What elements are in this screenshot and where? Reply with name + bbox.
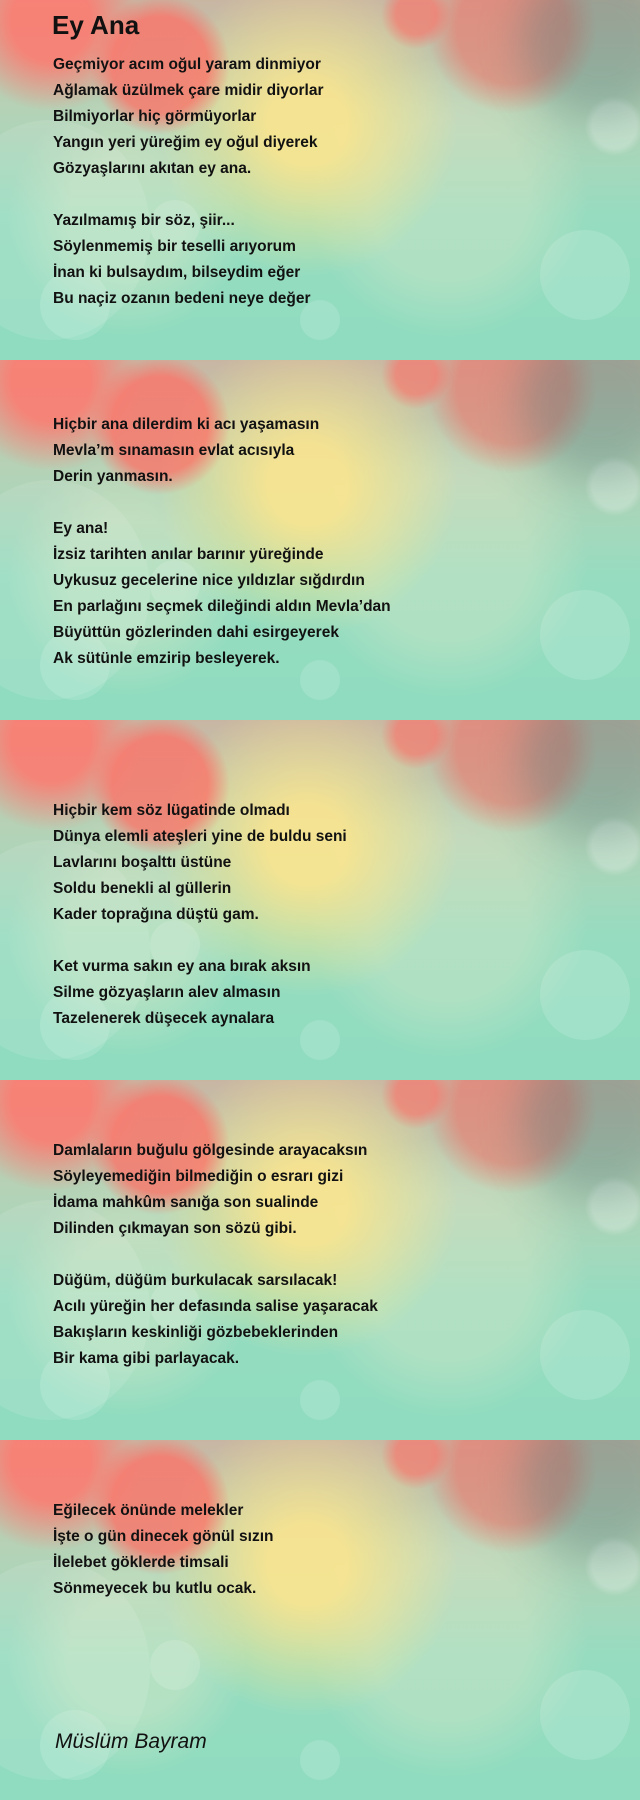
poem-text-block [53,412,391,698]
poem-line: Ket vurma sakın ey ana bırak aksın [53,958,311,975]
poem-line: Büyüttün gözlerinden dahi esirgeyerek [53,624,339,641]
poem-panel [0,360,640,720]
poem-line: Sönmeyecek bu kutlu ocak. [53,1580,257,1597]
poem-line: İdama mahkûm sanığa son sualinde [53,1194,319,1211]
poem-line: Damlaların buğulu gölgesinde arayacaksın [53,1142,368,1159]
poem-line: İşte o gün dinecek gönül sızın [53,1528,274,1545]
poem-line: Dünya elemli ateşleri yine de buldu seni [53,828,347,845]
poem-line: Düğüm, düğüm burkulacak sarsılacak! [53,1272,338,1289]
bokeh-light [540,1670,630,1760]
bokeh-light [300,1740,340,1780]
poem-line: Bu naçiz ozanın bedeni neye değer [53,290,311,307]
poem-stanza [53,954,347,1032]
poem-line: Soldu benekli al güllerin [53,880,232,897]
poem-panel [0,1080,640,1440]
poem-line: Kader toprağına düştü gam. [53,906,259,923]
poem-stanza [53,1138,378,1242]
poem-line: Hiçbir kem söz lügatinde olmadı [53,802,290,819]
poem-stanza [53,412,391,490]
poem-line: İnan ki bulsaydım, bilseydim eğer [53,264,301,281]
poem-line: Uykusuz gecelerine nice yıldızlar sığdırdın [53,572,365,589]
poem-text-block [53,1138,378,1398]
bokeh-light [540,1310,630,1400]
poem-line: İzsiz tarihten anılar barınır yüreğinde [53,546,324,563]
poem-line: Silme gözyaşların alev almasın [53,984,281,1001]
poem-line: Mevla’m sınamasın evlat acısıyla [53,442,295,459]
poem-stanza [53,798,347,928]
bokeh-light [150,1640,200,1690]
poem-line: Hiçbir ana dilerdim ki acı yaşamasın [53,416,320,433]
poem-stanza [53,516,391,672]
bokeh-light [540,230,630,320]
poem-line: Bakışların keskinliği gözbebeklerinden [53,1324,339,1341]
poem-text-block [53,1498,273,1628]
poem-line: İlelebet göklerde timsali [53,1554,229,1571]
poem-panel [0,1440,640,1800]
poem-panel [0,0,640,360]
poem-line: Söyleyemediğin bilmediğin o esrarı gizi [53,1168,344,1185]
bokeh-light [540,950,630,1040]
poem-line: Ağlamak üzülmek çare midir diyorlar [53,82,324,99]
poem-line: Ak sütünle emzirip besleyerek. [53,650,280,667]
poem-line: En parlağını seçmek dileğindi aldın Mevla’dan [53,598,391,615]
poem-line: Yangın yeri yüreğim ey oğul diyerek [53,134,318,151]
poem-stanza [53,1498,273,1602]
poem-line: Lavlarını boşalttı üstüne [53,854,232,871]
poem-title: Ey Ana [52,10,140,40]
poem-line: Eğilecek önünde melekler [53,1502,244,1519]
poem-panel [0,720,640,1080]
poem-stanza [53,1268,378,1372]
poem-line: Yazılmamış bir söz, şiir... [53,212,235,229]
poem-line: Gözyaşlarını akıtan ey ana. [53,160,252,177]
poem-line: Ey ana! [53,520,109,537]
poem-line: Bilmiyorlar hiç görmüyorlar [53,108,257,125]
poem-text-block [53,798,347,1058]
poem-line: Söylenmemiş bir teselli arıyorum [53,238,296,255]
poem-line: Geçmiyor acım oğul yaram dinmiyor [53,56,321,73]
poem-line: Dilinden çıkmayan son sözü gibi. [53,1220,297,1237]
poem-stanza [53,52,324,182]
bokeh-light [540,590,630,680]
poem-author: Müslüm Bayram [55,1730,207,1753]
poem-line: Derin yanmasın. [53,468,173,485]
poem-line: Tazelenerek düşecek aynalara [53,1010,275,1027]
poem-line: Acılı yüreğin her defasında salise yaşaracak [53,1298,378,1315]
poem-text-block [53,52,324,338]
poem-line: Bir kama gibi parlayacak. [53,1350,240,1367]
poem-stanza [53,208,324,312]
